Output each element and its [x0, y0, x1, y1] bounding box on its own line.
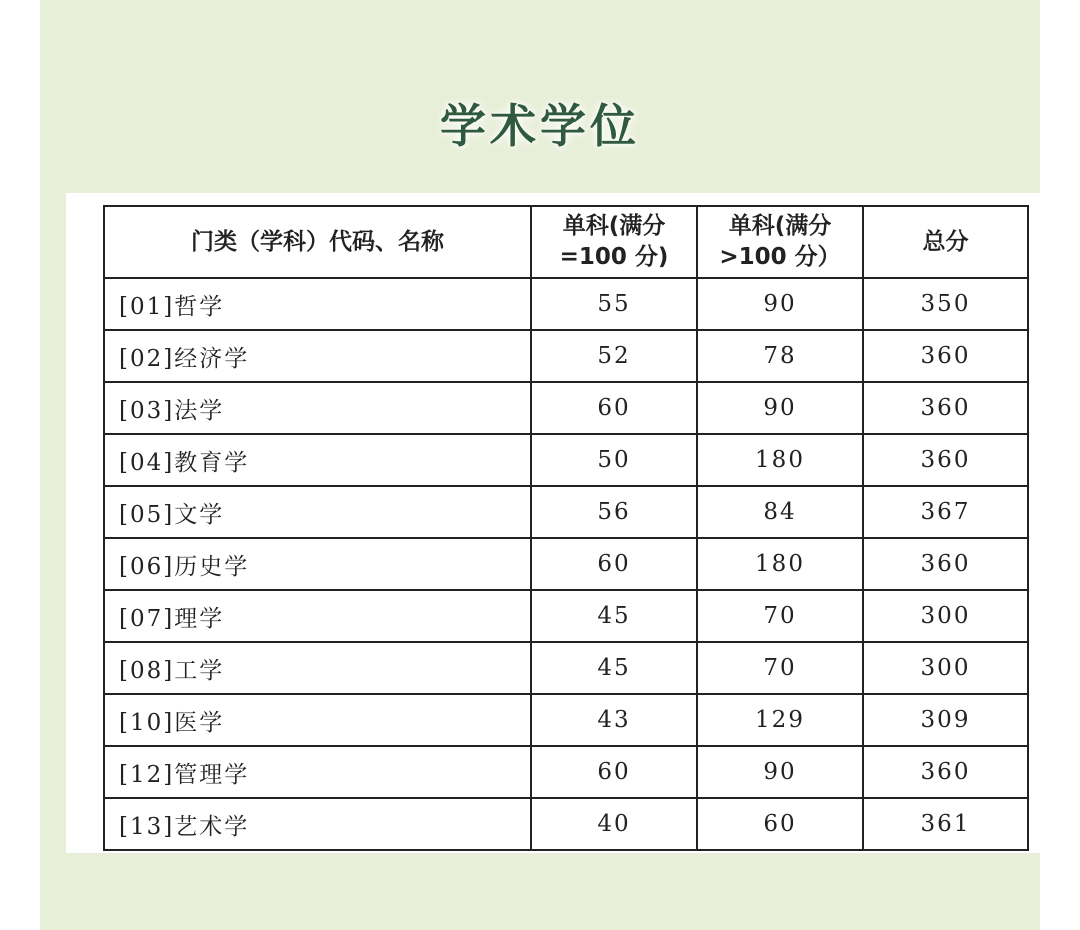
cell-single-gt100: 90 — [697, 382, 863, 434]
cell-single-le100: 43 — [531, 694, 697, 746]
table-row — [104, 590, 1028, 642]
cell-single-le100: 60 — [531, 746, 697, 798]
table-row — [104, 486, 1028, 538]
cell-total: 360 — [863, 746, 1028, 798]
cell-category: [04]教育学 — [104, 434, 531, 486]
table-row — [104, 382, 1028, 434]
cell-category: [03]法学 — [104, 382, 531, 434]
page-title: 学术学位 — [440, 99, 640, 153]
cell-single-le100: 45 — [531, 590, 697, 642]
header-category: 门类（学科）代码、名称 — [104, 206, 531, 278]
table-row — [104, 694, 1028, 746]
cell-single-gt100: 180 — [697, 538, 863, 590]
cell-total: 360 — [863, 538, 1028, 590]
score-table — [103, 205, 1029, 851]
table-row — [104, 330, 1028, 382]
cell-single-le100: 60 — [531, 538, 697, 590]
cell-single-le100: 40 — [531, 798, 697, 850]
cell-single-le100: 55 — [531, 278, 697, 330]
cell-category: [06]历史学 — [104, 538, 531, 590]
score-table-card — [66, 193, 1054, 853]
cell-category: [02]经济学 — [104, 330, 531, 382]
cell-single-gt100: 70 — [697, 642, 863, 694]
cell-total: 360 — [863, 382, 1028, 434]
cell-category: [05]文学 — [104, 486, 531, 538]
table-row — [104, 278, 1028, 330]
cell-total: 361 — [863, 798, 1028, 850]
cell-single-gt100: 84 — [697, 486, 863, 538]
cell-single-gt100: 60 — [697, 798, 863, 850]
cell-total: 360 — [863, 330, 1028, 382]
cell-total: 367 — [863, 486, 1028, 538]
cell-category: [13]艺术学 — [104, 798, 531, 850]
table-header-row — [104, 206, 1028, 278]
cell-single-le100: 60 — [531, 382, 697, 434]
table-row — [104, 798, 1028, 850]
cell-single-le100: 56 — [531, 486, 697, 538]
header-single-gt100-line2: >100 分） — [719, 244, 841, 270]
header-single-gt100 — [697, 206, 863, 278]
cell-category: [07]理学 — [104, 590, 531, 642]
cell-total: 360 — [863, 434, 1028, 486]
header-single-le100-line2: =100 分) — [559, 244, 669, 270]
cell-single-gt100: 180 — [697, 434, 863, 486]
page-background — [40, 0, 1040, 930]
cell-total: 309 — [863, 694, 1028, 746]
cell-category: [10]医学 — [104, 694, 531, 746]
table-row — [104, 538, 1028, 590]
cell-single-gt100: 90 — [697, 746, 863, 798]
table-row — [104, 434, 1028, 486]
header-single-le100-line1: 单科(满分 — [562, 213, 666, 239]
cell-single-le100: 52 — [531, 330, 697, 382]
cell-category: [01]哲学 — [104, 278, 531, 330]
cell-single-gt100: 70 — [697, 590, 863, 642]
cell-single-le100: 50 — [531, 434, 697, 486]
cell-category: [12]管理学 — [104, 746, 531, 798]
table-row — [104, 746, 1028, 798]
cell-single-gt100: 129 — [697, 694, 863, 746]
cell-total: 350 — [863, 278, 1028, 330]
table-row — [104, 642, 1028, 694]
cell-total: 300 — [863, 642, 1028, 694]
cell-total: 300 — [863, 590, 1028, 642]
cell-single-gt100: 78 — [697, 330, 863, 382]
cell-single-le100: 45 — [531, 642, 697, 694]
cell-category: [08]工学 — [104, 642, 531, 694]
header-single-gt100-line1: 单科(满分 — [728, 213, 832, 239]
header-total: 总分 — [863, 206, 1028, 278]
header-single-le100 — [531, 206, 697, 278]
cell-single-gt100: 90 — [697, 278, 863, 330]
